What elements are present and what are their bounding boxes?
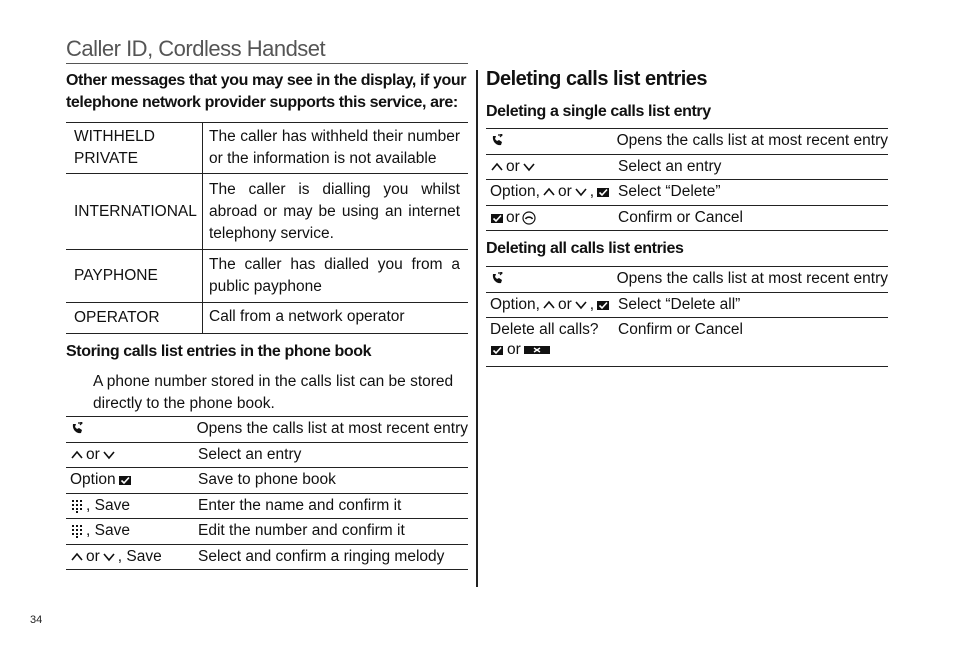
message-label [66, 303, 203, 333]
or-text: or [557, 295, 572, 313]
key-cell [66, 471, 198, 489]
ok-icon [490, 211, 504, 225]
or-text: or [506, 157, 520, 175]
storing-steps-table [66, 416, 468, 570]
table-row [486, 318, 888, 367]
message-description: The caller has dialled you from a public payphone [209, 256, 460, 295]
comma-text: , [589, 183, 595, 201]
message-label-line: WITHHELD [74, 128, 155, 145]
save-text: , Save [86, 496, 130, 514]
action-cell: Confirm or Cancel [618, 321, 743, 338]
calls-list-icon [70, 422, 84, 436]
keypad-icon [70, 524, 84, 538]
table-row [486, 206, 888, 232]
message-label-line: PAYPHONE [74, 267, 158, 284]
message-label [66, 250, 203, 302]
comma-text: , [589, 295, 595, 313]
table-row [486, 293, 888, 319]
keypad-icon [70, 499, 84, 513]
message-label-line: INTERNATIONAL [74, 202, 197, 220]
table-row [66, 443, 468, 469]
intro-heading: Other messages that you may see in the display, if your telephone network provider supports this service, are: [66, 72, 467, 111]
down-arrow-icon [102, 448, 116, 462]
key-cell [486, 209, 618, 227]
ok-icon [596, 185, 610, 199]
table-row [66, 303, 468, 334]
key-cell [486, 183, 618, 201]
page-title: Caller ID, Cordless Handset [66, 36, 326, 61]
up-arrow-icon [70, 550, 84, 564]
save-text: , Save [86, 522, 130, 540]
action-cell: Enter the name and confirm it [198, 496, 402, 514]
key-cell [66, 446, 198, 464]
up-arrow-icon [70, 448, 84, 462]
down-arrow-icon [574, 298, 588, 312]
calls-list-icon [490, 134, 504, 148]
action-cell: Select an entry [198, 445, 302, 463]
table-row [66, 545, 468, 571]
action-cell: Select “Delete” [618, 183, 721, 201]
save-text: , Save [117, 547, 162, 565]
table-row [486, 129, 888, 155]
action-cell: Select and confirm a ringing melody [198, 547, 445, 565]
single-delete-table [486, 128, 888, 231]
message-description: Call from a network operator [209, 308, 405, 325]
message-description: The caller is dialling you whilst abroad or may be using an internet telephony service. [209, 181, 460, 242]
page-number: 34 [30, 614, 43, 626]
table-row [66, 123, 468, 174]
key-cell [66, 522, 198, 540]
or-text: or [557, 183, 572, 201]
all-delete-heading: Deleting all calls list entries [486, 240, 684, 257]
option-text: Option, [490, 183, 540, 201]
message-label [66, 123, 203, 173]
ok-icon [490, 343, 504, 357]
action-cell: Save to phone book [198, 471, 336, 489]
ok-icon [118, 473, 132, 487]
table-row [66, 468, 468, 494]
message-label-line: PRIVATE [74, 150, 139, 167]
key-cell [486, 158, 618, 176]
title-rule [66, 63, 468, 64]
action-cell: Opens the calls list at most recent entry [616, 132, 888, 150]
or-text: or [86, 445, 100, 463]
action-cell: Confirm or Cancel [618, 208, 743, 226]
message-label-line: OPERATOR [74, 309, 160, 326]
end-call-icon [522, 211, 536, 225]
column-divider [476, 70, 478, 587]
key-combo [490, 341, 550, 359]
down-arrow-icon [522, 160, 536, 174]
table-row [486, 155, 888, 181]
key-cell [66, 497, 198, 515]
table-row [66, 494, 468, 520]
calls-list-icon [490, 272, 504, 286]
key-cell [486, 134, 617, 148]
table-row [66, 250, 468, 303]
storing-heading: Storing calls list entries in the phone book [66, 343, 372, 360]
action-cell: Opens the calls list at most recent entry [616, 270, 888, 288]
key-cell [486, 272, 617, 286]
table-row [486, 180, 888, 206]
prompt-text: Delete all calls? [490, 321, 599, 338]
all-delete-table [486, 266, 888, 367]
or-text: or [507, 341, 521, 358]
action-cell: Select an entry [618, 157, 722, 175]
table-row [66, 417, 468, 443]
key-cell [486, 321, 618, 359]
key-cell [66, 422, 197, 436]
key-cell [486, 296, 618, 314]
messages-table [66, 122, 468, 334]
action-cell: Opens the calls list at most recent entry [196, 420, 468, 438]
key-cell [66, 548, 198, 566]
down-arrow-icon [574, 185, 588, 199]
up-arrow-icon [490, 160, 504, 174]
section-heading: Deleting calls list entries [486, 68, 708, 90]
single-delete-heading: Deleting a single calls list entry [486, 103, 711, 120]
action-cell: Select “Delete all” [618, 295, 741, 313]
up-arrow-icon [542, 298, 556, 312]
cancel-softkey-icon [524, 343, 550, 357]
table-row [66, 519, 468, 545]
ok-icon [596, 298, 610, 312]
message-label [66, 174, 203, 249]
up-arrow-icon [542, 185, 556, 199]
or-text: or [86, 547, 100, 565]
option-text: Option [70, 471, 116, 489]
action-cell: Edit the number and confirm it [198, 522, 405, 540]
message-description: The caller has withheld their number or the information is not available [209, 128, 460, 167]
option-text: Option, [490, 295, 540, 313]
down-arrow-icon [102, 550, 116, 564]
or-text: or [506, 208, 520, 226]
table-row [486, 267, 888, 293]
table-row [66, 174, 468, 250]
storing-description: A phone number stored in the calls list can be stored directly to the phone book. [93, 373, 454, 412]
